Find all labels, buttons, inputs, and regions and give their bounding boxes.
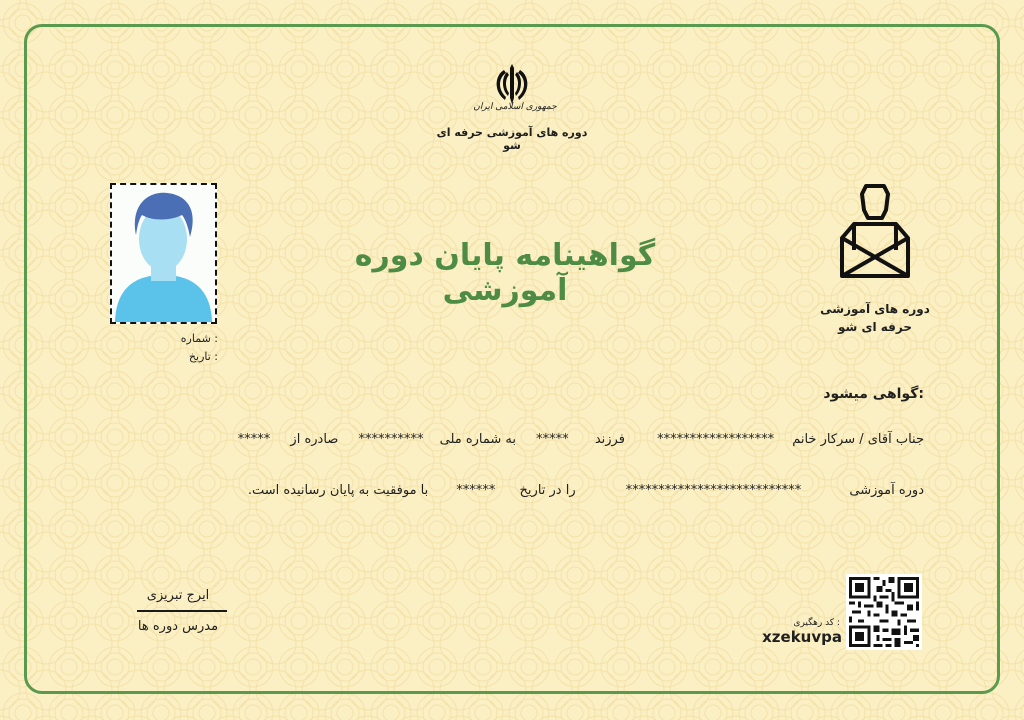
certificate-line-2 (248, 483, 924, 498)
iran-emblem-icon (487, 58, 537, 108)
logo-caption-line1: دوره های آموزشی (820, 302, 930, 316)
completion-text: با موفقیت به پایان رسانیده است. (247, 483, 429, 498)
issued-from-label: صادره از (290, 432, 339, 447)
course-date-label: را در تاریخ (519, 483, 576, 498)
course-name-value: *************************** (625, 483, 802, 498)
certificate-number-label: شماره : (180, 332, 218, 345)
certificate-date-label: تاریخ : (188, 350, 218, 363)
salutation-label: جناب آقای / سرکار خانم (792, 432, 924, 447)
national-id-label: به شماره ملی (439, 432, 517, 447)
tracking-code-label: کد رهگیری : (793, 618, 840, 628)
certificate-title: گواهینامه پایان دوره آموزشی (354, 238, 656, 308)
issued-from-value: ***** (237, 432, 271, 447)
course-date-value: ****** (456, 483, 496, 498)
signature-line (137, 610, 227, 612)
organization-name: دوره های آموزشی حرفه ای شو (436, 126, 588, 152)
profile-photo (110, 183, 217, 324)
instructor-name: ایرج تبریزی (146, 588, 210, 603)
father-name-value: ***** (536, 432, 569, 447)
institute-logo-icon (836, 180, 914, 280)
holder-name-value: ****************** (657, 432, 775, 447)
qr-code-icon (846, 574, 922, 650)
avatar-icon (112, 185, 215, 322)
tracking-code-value: xzekuvpa (762, 628, 842, 646)
course-label: دوره آموزشی (849, 483, 924, 498)
logo-caption-line2: حرفه ای شو (837, 320, 913, 334)
certificate-line-1 (238, 432, 924, 447)
instructor-role: مدرس دوره ها (137, 619, 219, 634)
child-of-label: فرزند (594, 432, 625, 447)
emblem-caption: جمهوری اسلامی ایران (473, 102, 557, 112)
national-id-value: ********** (358, 432, 424, 447)
certification-heading: گواهی میشود: (823, 386, 924, 402)
